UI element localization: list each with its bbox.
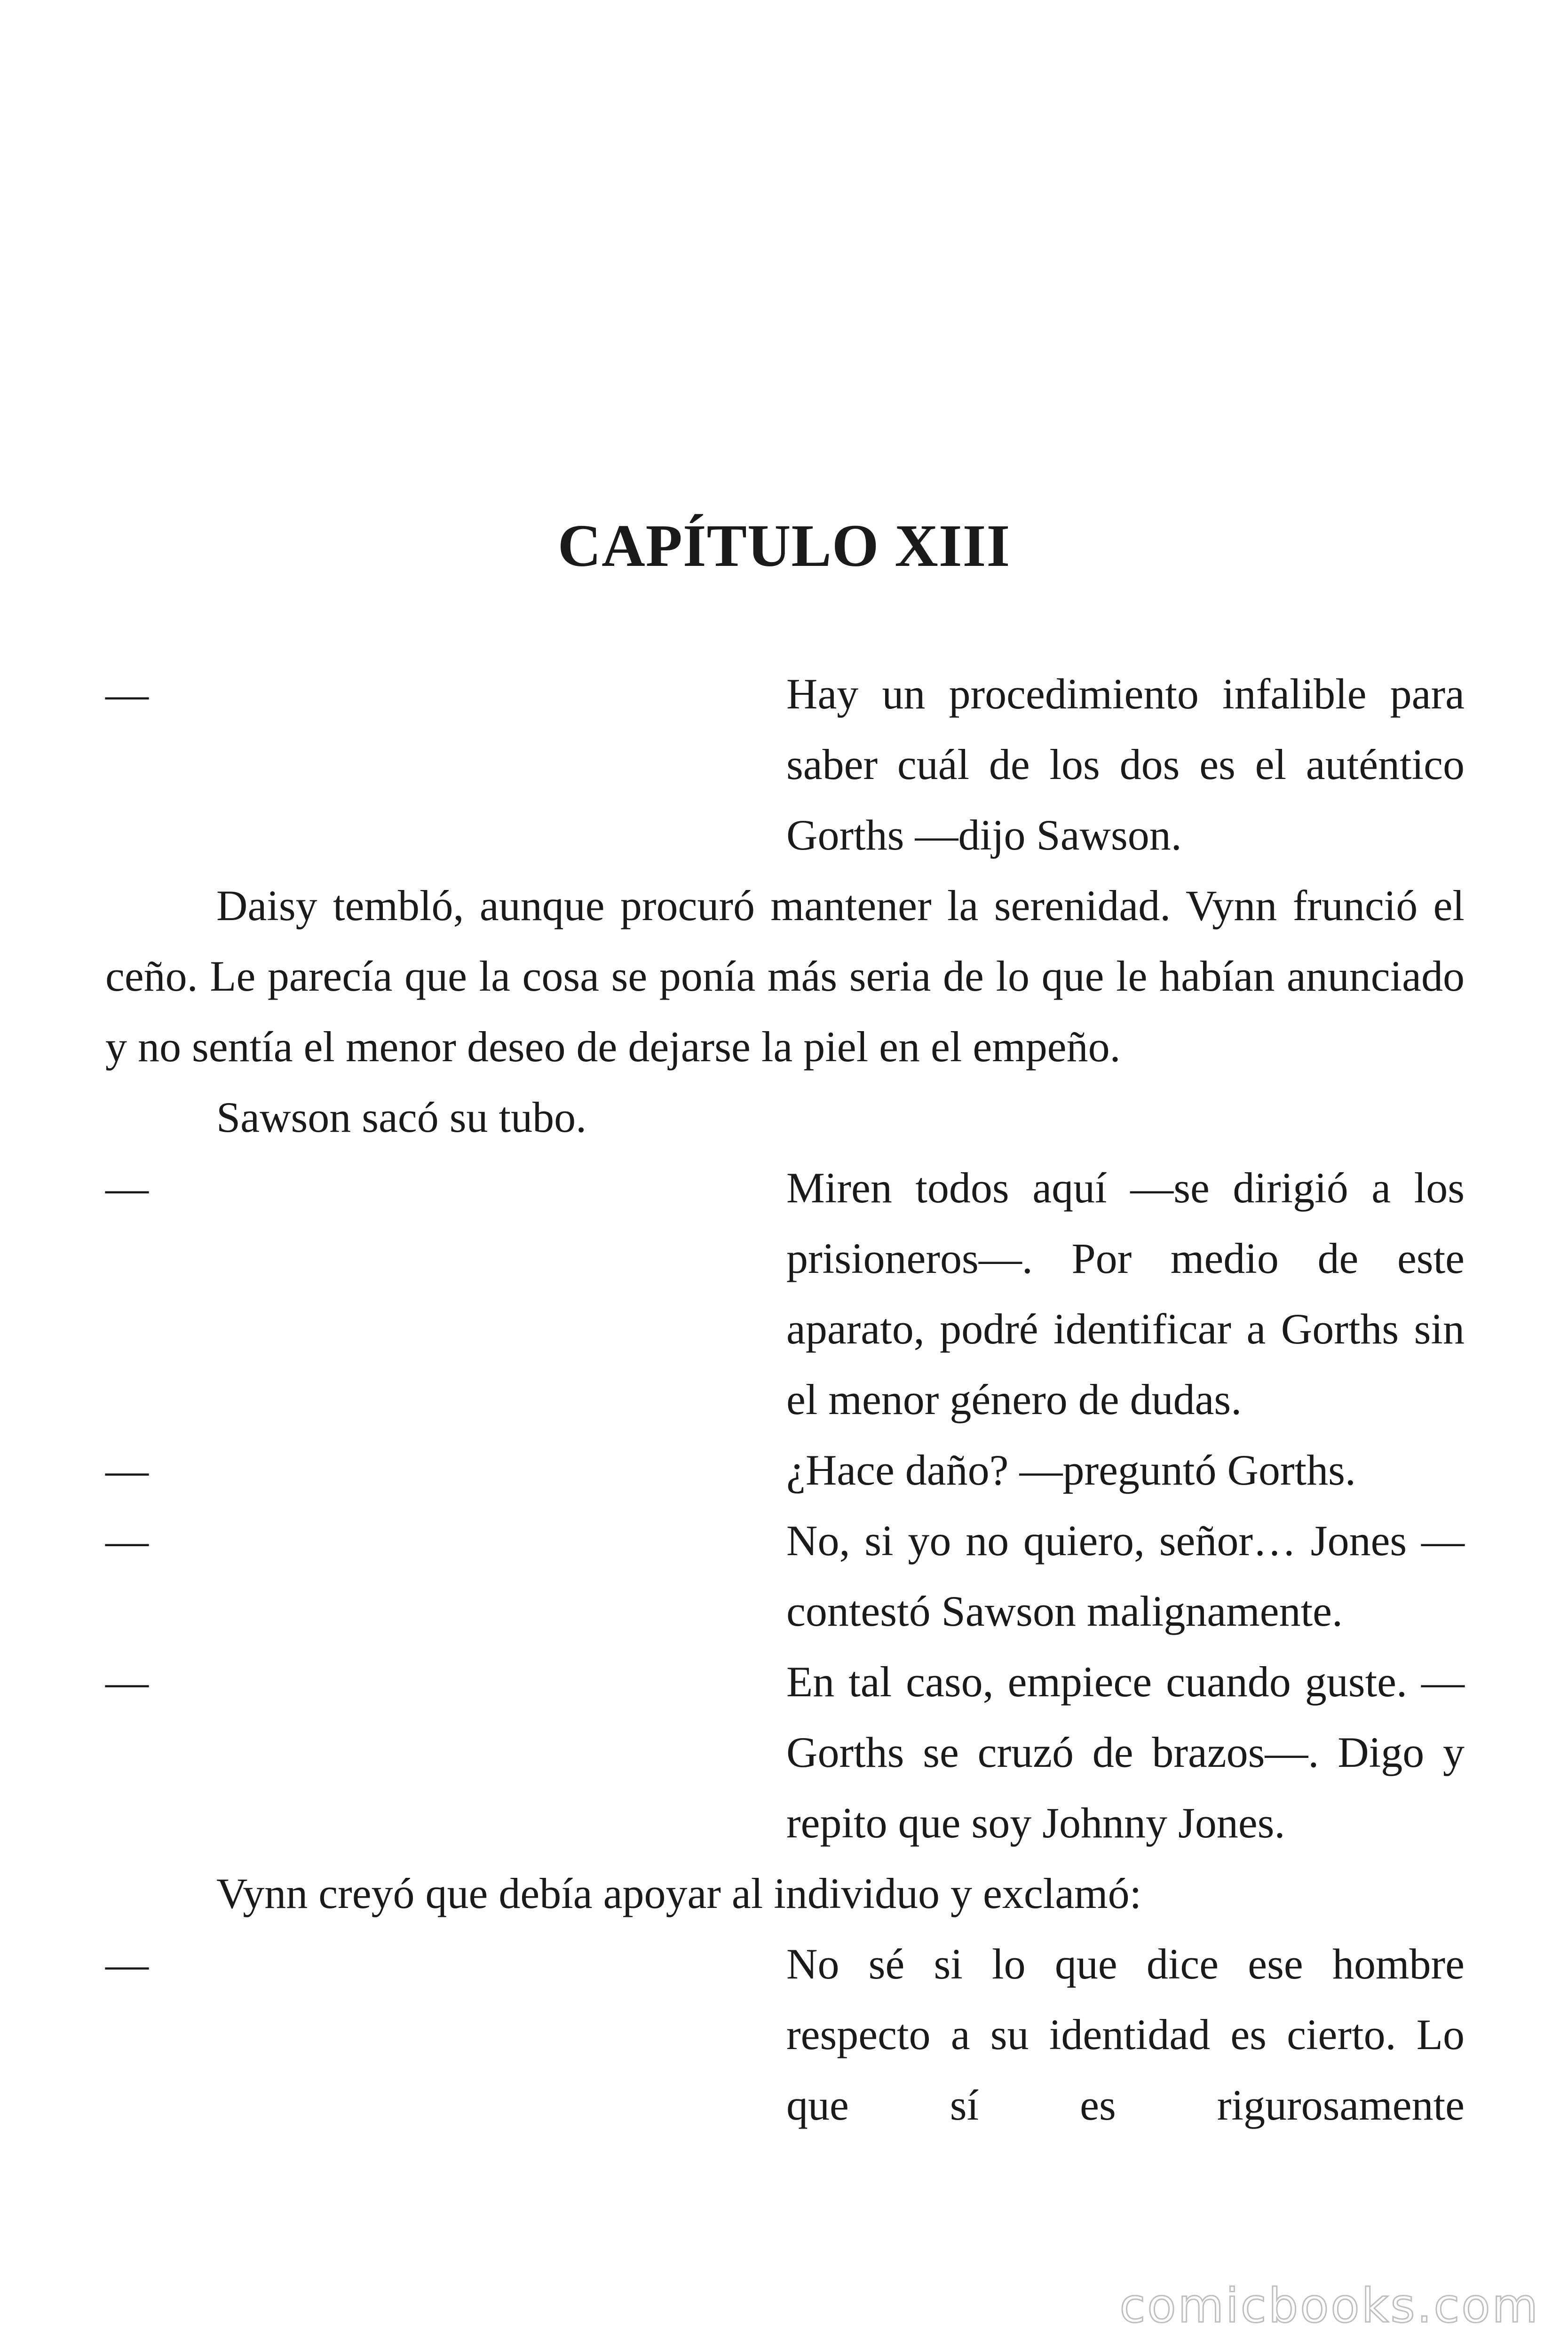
- dialogue-line: [105, 1505, 1465, 1646]
- dialogue-dash: —: [105, 1940, 149, 1988]
- dialogue-line: [105, 1929, 1465, 2140]
- dialogue-line: [105, 659, 1465, 870]
- dialogue-dash: —: [105, 1164, 149, 1212]
- dialogue-text: No, si yo no quiero, señor… Jones —contestó Sawson malignamente.: [786, 1517, 1465, 1635]
- dialogue-text: ¿Hace daño? —preguntó Gorths.: [786, 1446, 1356, 1494]
- dialogue-dash: —: [105, 670, 149, 718]
- dialogue-dash: —: [105, 1517, 149, 1565]
- dialogue-text: No sé si lo que dice ese hombre respecto a su identidad es cierto. Lo que sí es rigurosamente: [786, 1940, 1465, 2129]
- dialogue-text: Miren todos aquí —se dirigió a los prisioneros—. Por medio de este aparato, podré identificar a Gorths sin el menor género de dudas.: [786, 1164, 1465, 1423]
- chapter-body: [105, 659, 1465, 2140]
- dialogue-dash: —: [105, 1446, 149, 1494]
- dialogue-text: En tal caso, empiece cuando guste. —Gorths se cruzó de brazos—. Digo y repito que soy Johnny Jones.: [786, 1658, 1465, 1847]
- chapter-title: CAPÍTULO XIII: [557, 512, 1011, 579]
- dialogue-line: [105, 1435, 1465, 1505]
- watermark-logo: comicbooks.com: [1119, 2278, 1540, 2333]
- paragraph: Vynn creyó que debía apoyar al individuo y exclamó:: [216, 1869, 1142, 1917]
- dialogue-dash: —: [105, 1658, 149, 1706]
- dialogue-text: Hay un procedimiento infalible para saber cuál de los dos es el auténtico Gorths —dijo Sawson.: [786, 670, 1465, 859]
- dialogue-line: [105, 1152, 1465, 1435]
- paragraph: Daisy tembló, aunque procuró mantener la serenidad. Vynn frunció el ceño. Le parecía que la cosa se ponía más seria de lo que le habían anunciado y no sentía el menor deseo de dejarse la piel en el empeño.: [105, 882, 1465, 1071]
- dialogue-line: [105, 1646, 1465, 1858]
- paragraph: Sawson sacó su tubo.: [216, 1093, 587, 1141]
